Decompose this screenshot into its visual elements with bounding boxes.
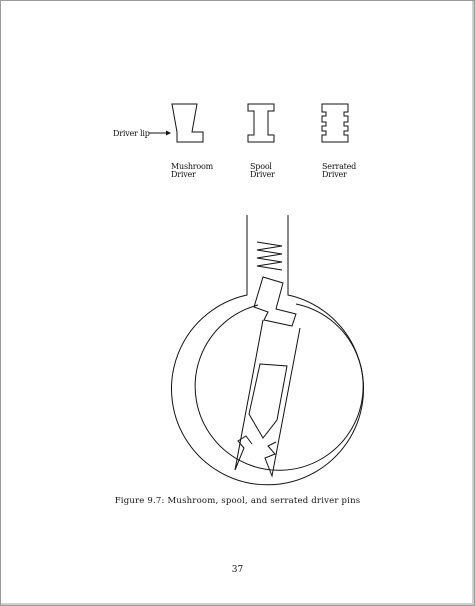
spool-driver-pin: [248, 104, 274, 142]
mushroom-label: Mushroom: [171, 162, 214, 171]
driver-lip-arrow: [149, 131, 171, 136]
lock-housing-outline: [172, 215, 364, 485]
mushroom-label-driver: Driver: [171, 170, 196, 179]
spool-label-driver: Driver: [250, 170, 275, 179]
serrated-driver-pin: [322, 104, 348, 142]
tilted-driver-pin: [254, 277, 296, 326]
page-number: 37: [231, 565, 244, 575]
serrated-label-driver: Driver: [322, 170, 347, 179]
plug-outline: [195, 304, 363, 470]
spring: [257, 242, 282, 270]
plug-channel: [235, 320, 300, 476]
serrated-label: Serrated: [322, 162, 357, 171]
driver-lip-label: Driver lip: [113, 129, 150, 138]
mushroom-driver-pin: [172, 104, 203, 142]
spool-label: Spool: [250, 162, 272, 171]
figure-caption: Figure 9.7: Mushroom, spool, and serrated driver pins: [114, 496, 361, 506]
